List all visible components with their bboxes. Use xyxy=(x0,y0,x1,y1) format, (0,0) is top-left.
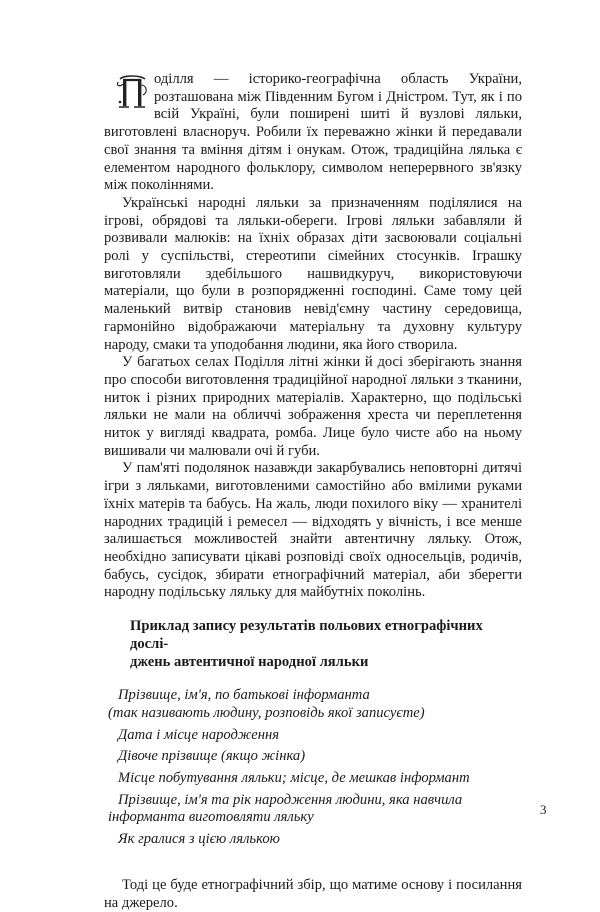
body-paragraph-3: У багатьох селах Подiлля лiтнi жiнки й досi зберiгають знання про способи виготовлення традицiйної народної ляльки з тканини, ниток i рiзних природних матерiалiв. Характерно, що подiльськi ляльки не мали на обличчi зображення хреста чи переплетення ниток у виглядi квадрата, ромба. Лице було чисте або на ньому вишивали чи малювали очi й губи. xyxy=(104,354,522,459)
ornamental-dropcap-icon xyxy=(114,73,150,109)
dropcap xyxy=(114,73,150,109)
body-paragraph-2: Українськi народнi ляльки за призначенням подiлялися на iгровi, обрядовi та ляльки-обереги. Iгровi ляльки забавляли й розвивали малюкiв: на їхнiх образах дiти засвоювали соцiальнi ролi у суспiльствi, стереотипи сiмейних стосункiв. Iграшку виготовляли здебiльшого нашвидкуруч, використовуючи матерiали, що були в розпорядженнi господинi. Саме тому цей маленький витвiр становив невiд'ємну частину середовища, гармонiйно вiдображаючи матерiальну та духовну культуру народу, смаки та уподобання людини, яка його створила. xyxy=(104,194,522,353)
field-list xyxy=(104,687,522,849)
intro-paragraph-text: одiлля — iсторико-географiчна область України, розташована мiж Пiвденним Бугом i Днiстром. Тут, як i по всiй Українi, були поширенi шитi й вузловi ляльки, виготовленi власноруч. Робили їх переважно жiнки й передавали свої знання та вмiння дiтям i онукам. Отож, традицiйна лялька є елементом народного фольклору, символом неперервного зв'язку мiж поколiннями. xyxy=(104,71,522,194)
dropcap-letter xyxy=(114,109,115,110)
field-maiden-name: Дiвоче прiзвище (якщо жiнка) xyxy=(118,748,306,765)
intro-paragraph xyxy=(104,71,522,195)
field-doll-location: Мiсце побутування ляльки; мiсце, де мешкав iнформант xyxy=(118,770,470,787)
field-how-played: Як гралися з цiєю лялькою xyxy=(118,831,280,848)
body-paragraph-4: У пам'ятi подолянок назавжди закарбувались неповторнi дитячi iгри з ляльками, виготовленими самостiйно або вмiлими руками їхнiх матерiв та бабусь. На жаль, люди похилого вiку — хранителi народних традицiй i ремесел — вiдходять у вiчнiсть, i все менше залишається можливостей знайти автентичну ляльку. Отож, необхiдно записувати цiкавi розповiдi своїх односельцiв, родичiв, бабусь, сусiдок, збирати етнографiчний матерiал, аби зберегти народну подiльську ляльку для майбутнiх поколiнь. xyxy=(104,460,522,601)
field-birth-date-place: Дата i мiсце народження xyxy=(118,726,280,743)
example-heading xyxy=(104,618,522,671)
closing-paragraph: Тодi це буде етнографiчний збiр, що матиме основу i посилання на джерело. xyxy=(104,876,522,911)
page-number: 3 xyxy=(540,802,547,817)
field-informant-name: Прiзвище, iм'я, по батьковi iнформанта (так називають людину, розповiдь якої записуєте) xyxy=(108,687,425,721)
field-teacher: Прiзвище, iм'я та рiк народження людини, яка навчила iнформанта виготовляти ляльку xyxy=(108,791,463,826)
page-text-block xyxy=(104,71,522,912)
example-heading-line1: Приклад запису результатiв польових етнографiчних дослi- xyxy=(130,618,483,652)
example-heading-line2: джень автентичної народної ляльки xyxy=(130,653,369,670)
